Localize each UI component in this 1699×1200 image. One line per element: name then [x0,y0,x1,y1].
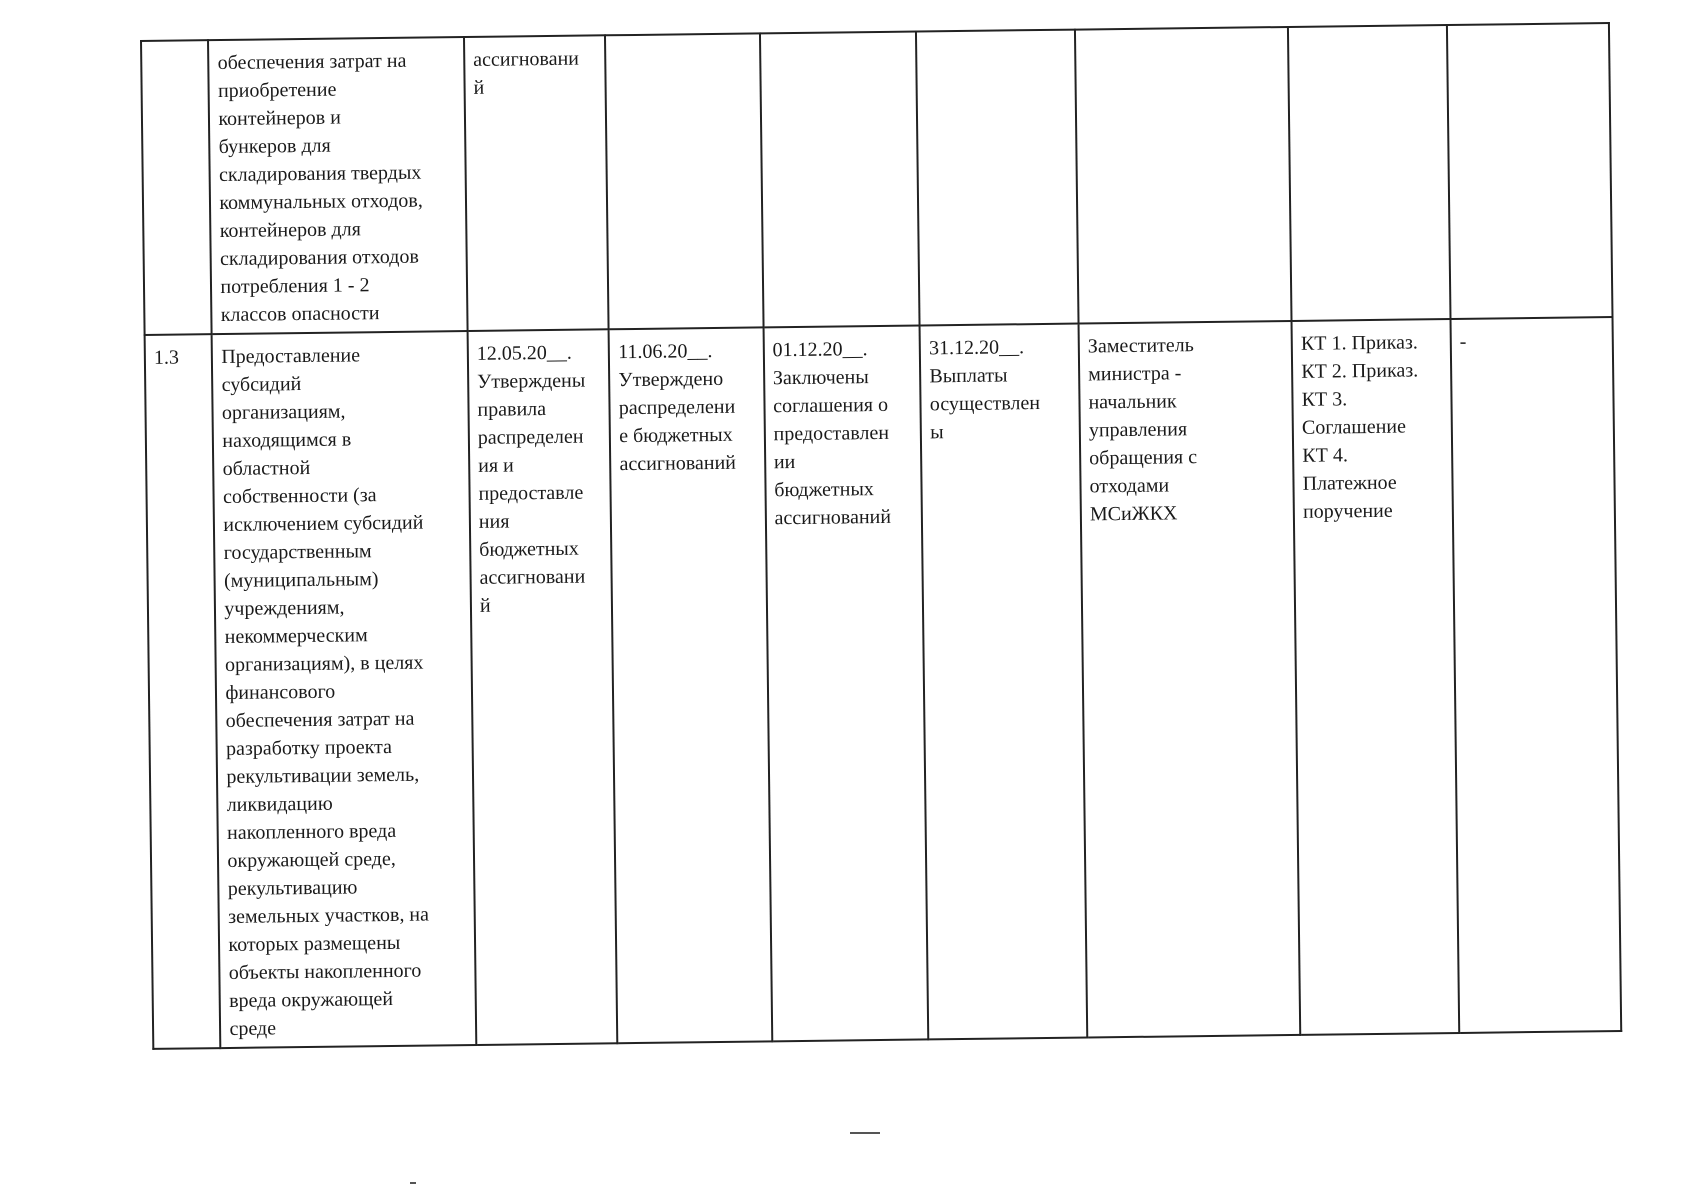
event-end-cell [920,324,1087,1040]
responsible-cell [1079,321,1301,1038]
documents-text [1297,34,1438,36]
event-1-cell [609,327,772,1043]
responsible-text: Заместитель министра - начальник управления обращения с отходами МСиЖКХ [1087,334,1198,526]
documents-cell [1288,25,1450,321]
table-row [141,23,1612,335]
note-cell [1447,23,1613,319]
event-start-text: 12.05.20__. Утверждены правила распределен ия и предоставле ния бюджетных ассигновани й [476,341,586,617]
implementation-plan-table [140,22,1622,1050]
event-2-cell [760,32,920,328]
measure-text: обеспечения затрат на приобретение контейнеров и бункеров для складирования твердых коммунальных отходов, контейнеров для складирования отходов потребления 1 - 2 классов опасности [217,49,423,327]
scan-artifact [410,1182,416,1184]
event-1-cell [605,33,763,329]
event-1-text: 11.06.20__. Утверждено распределени е бюджетных ассигнований [618,340,737,476]
note-text [1456,32,1600,34]
measure-cell [208,37,467,334]
documents-text: КТ 1. Приказ. КТ 2. Приказ. КТ 3. Соглашение КТ 4. Платежное поручение [1300,331,1419,523]
event-end-text [925,39,1066,41]
row-number: 1.3 [153,346,180,369]
event-start-cell [464,35,609,331]
event-2-text: 01.12.20__. Заключены соглашения о предоставлен ии бюджетных ассигнований [772,338,892,530]
scan-artifact [850,1132,880,1134]
event-end-cell [916,30,1078,326]
document-sheet [140,22,1622,1050]
note-text: - [1459,330,1467,353]
row-number [150,49,199,50]
event-end-text: 31.12.20__. Выплаты осуществлен ы [928,336,1041,444]
row-number-cell [141,40,212,335]
event-start-text: ассигновани й [473,47,580,99]
note-cell [1450,317,1621,1033]
event-2-cell [763,325,928,1041]
event-1-text [614,43,750,45]
responsible-cell [1075,27,1292,324]
measure-text: Предоставление субсидий организациям, находящимся в областной собственности (за исключением субсидий государственным (муниципальным) учреждениям, некоммерческим организациям), в целях финансового обеспечения затрат на разработку проекта рекультивации земель, ликвидацию накопленного вреда окружающей среде, рекультивацию земельных участков, на которых размещены объекты накопленного вреда окружающей среде [221,344,430,1040]
row-number-cell [145,334,221,1049]
table-row [145,317,1622,1049]
documents-cell [1292,319,1459,1035]
responsible-text [1084,36,1279,38]
event-2-text [769,41,908,43]
event-start-cell [468,329,618,1045]
measure-cell [212,331,476,1048]
